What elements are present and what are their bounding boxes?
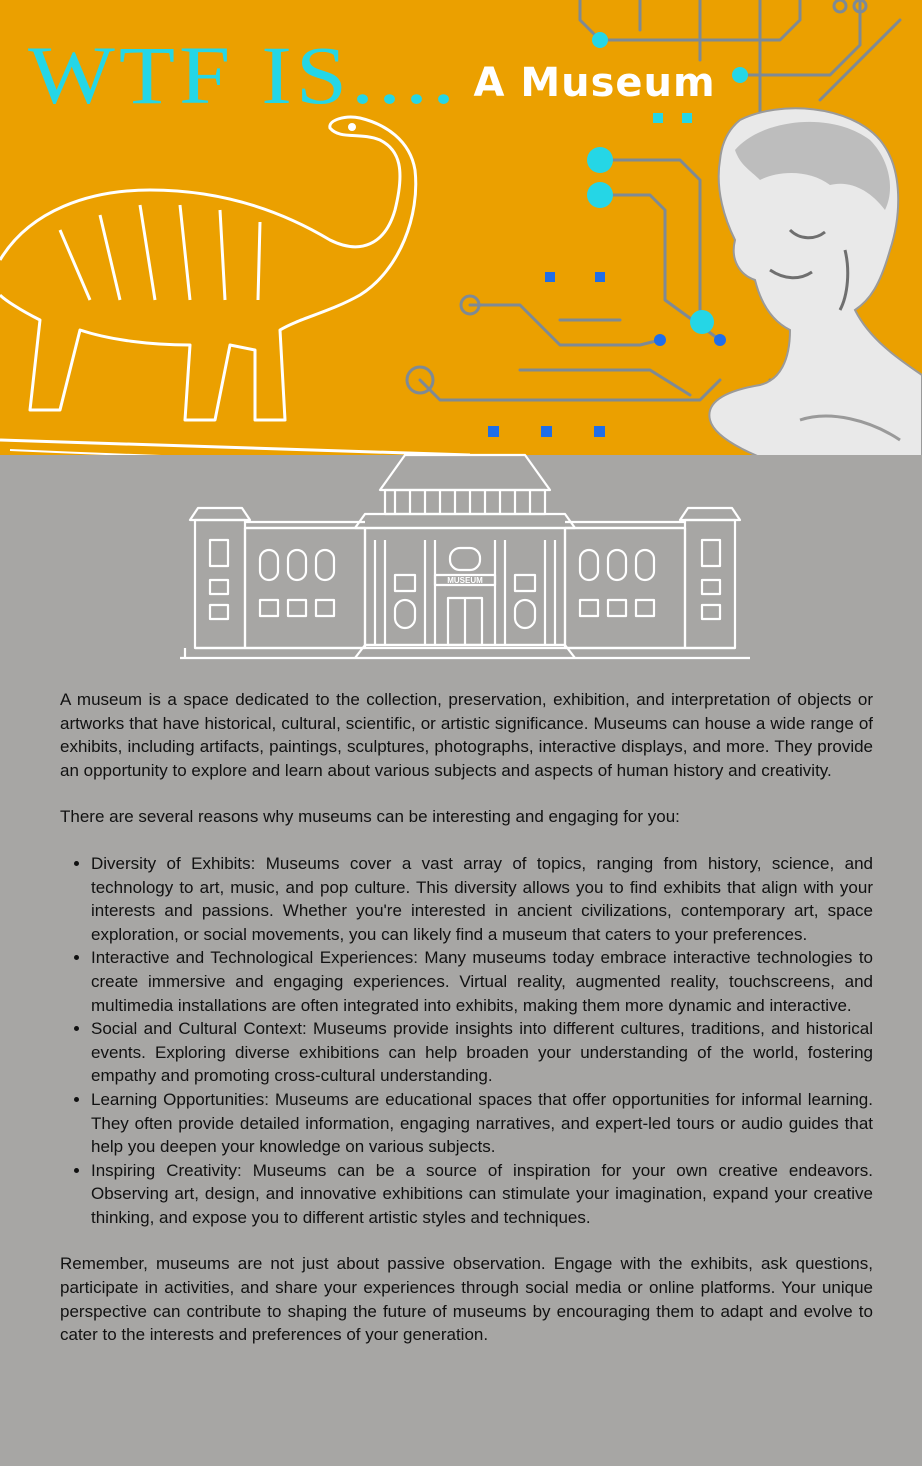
statue-bust-icon: [709, 108, 922, 455]
list-item: • Inspiring Creativity: Museums can be a source of inspiration for your own creative endeavors. Observing art, design, and innovative exhibitions can stimulate your imagination, expand your creative thinking, and expose you to different artistic styles and techniques.: [91, 1159, 873, 1230]
title-a-museum: A Museum: [473, 60, 716, 106]
list-item: • Learning Opportunities: Museums are educational spaces that offer opportunities for informal learning. They often provide detailed information, engaging narratives, and expert-led tours or audio guides that help you deepen your knowledge on various subjects.: [91, 1088, 873, 1159]
intro-paragraph: A museum is a space dedicated to the collection, preservation, exhibition, and interpretation of objects or artworks that have historical, cultural, scientific, or artistic significance. Museums can house a wide range of exhibits, including artifacts, paintings, sculptures, photographs, interactive displays, and more. They provide an opportunity to explore and learn about various subjects and aspects of human history and creativity.: [60, 690, 873, 780]
page-title: [28, 22, 716, 128]
list-item: • Interactive and Technological Experiences: Many museums today embrace interactive technologies to create immersive and engaging experiences. Virtual reality, augmented reality, touchscreens, and multimedia installations are often integrated into exhibits, making them more dynamic and interactive.: [91, 946, 873, 1017]
lead-paragraph: There are several reasons why museums can be interesting and engaging for you:: [60, 807, 680, 827]
list-item: • Social and Cultural Context: Museums provide insights into different cultures, traditions, and historical events. Exploring diverse exhibitions can help broaden your understanding of the world, fostering empathy and promoting cross-cultural understanding.: [91, 1017, 873, 1088]
list-item: • Diversity of Exhibits: Museums cover a vast array of topics, ranging from history, science, and technology to art, music, and pop culture. This diversity allows you to find exhibits that align with your interests and passions. Whether you're interested in ancient civilizations, contemporary art, space exploration, or social movements, you can likely find a museum that caters to your preferences.: [91, 852, 873, 946]
building-sign: MUSEUM: [447, 576, 483, 585]
closing-paragraph: Remember, museums are not just about passive observation. Engage with the exhibits, ask questions, participate in activities, and share your experiences through social media or online platforms. Your unique perspective can contribute to shaping the future of museums by encouraging them to adapt and evolve to cater to the interests and preferences of your generation.: [60, 1254, 873, 1345]
header-banner: [0, 0, 922, 455]
dinosaur-icon: [0, 117, 470, 455]
article-body: [60, 688, 873, 1347]
reasons-list: [60, 852, 873, 1230]
title-wtf-is: WTF IS....: [28, 29, 459, 121]
museum-building-icon: [180, 450, 750, 680]
